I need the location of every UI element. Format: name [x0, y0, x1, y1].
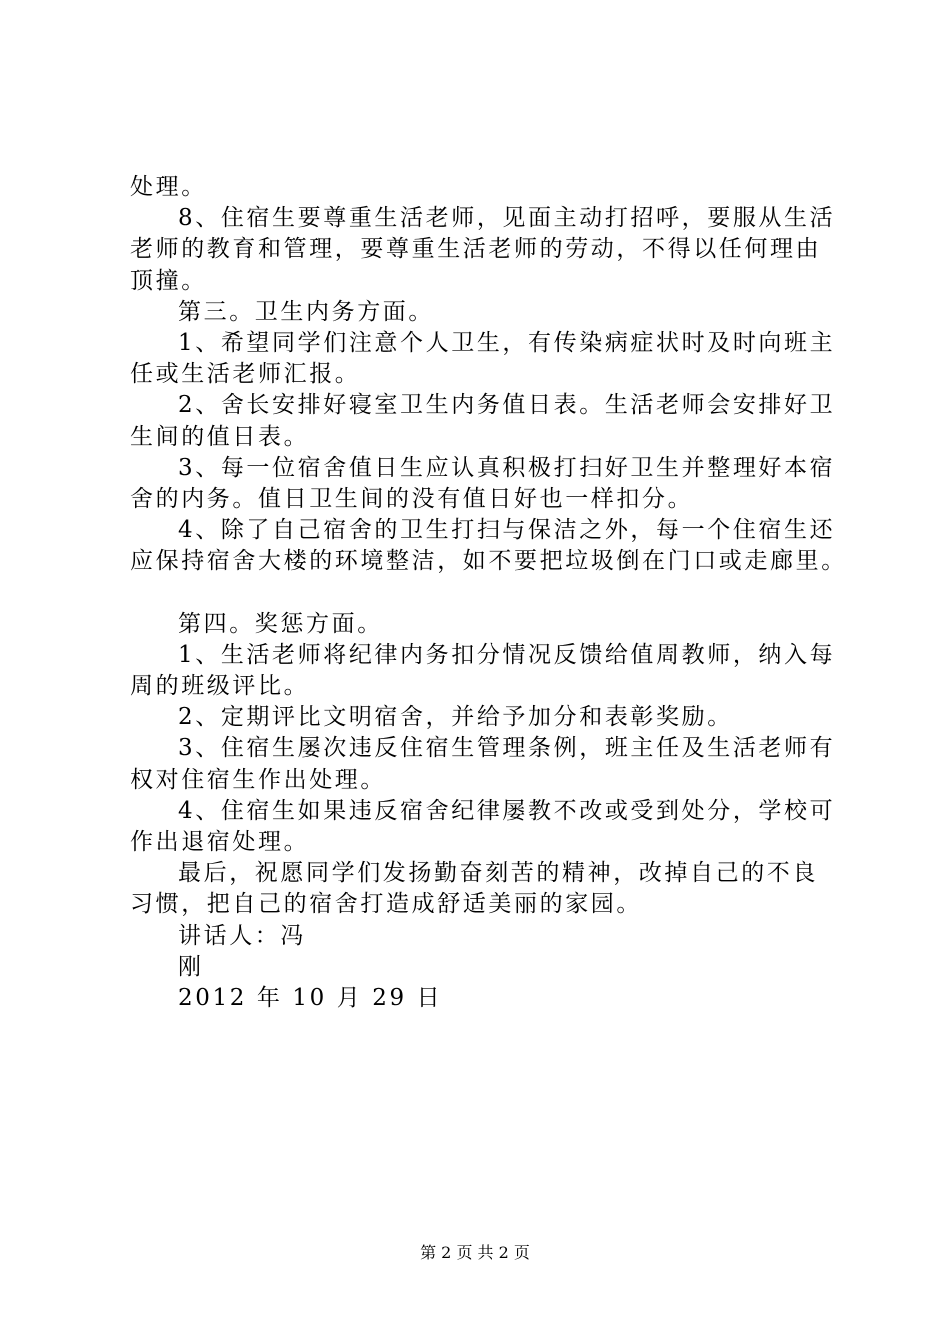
text-line: 第四。奖惩方面。	[178, 610, 383, 637]
text-line: 3、住宿生屡次违反住宿生管理条例，班主任及生活老师有	[178, 735, 836, 762]
text-line: 1、生活老师将纪律内务扣分情况反馈给值周教师，纳入每	[178, 641, 836, 668]
text-line: 老师的教育和管理，要尊重生活老师的劳动，不得以任何理由	[130, 236, 822, 263]
text-line: 习惯，把自己的宿舍打造成舒适美丽的家园。	[130, 891, 642, 918]
text-line: 2、舍长安排好寝室卫生内务值日表。生活老师会安排好卫	[178, 392, 836, 419]
text-line: 刚	[178, 953, 204, 980]
text-line: 8、住宿生要尊重生活老师，见面主动打招呼，要服从生活	[178, 205, 836, 232]
text-line: 周的班级评比。	[130, 673, 310, 699]
text-line: 应保持宿舍大楼的环境整洁，如不要把垃圾倒在门口或走廊里。	[130, 548, 847, 575]
blank-line	[130, 577, 850, 608]
text-line: 作出退宿处理。	[130, 828, 310, 855]
text-line: 舍的内务。值日卫生间的没有值日好也一样扣分。	[130, 485, 694, 512]
text-line: 4、住宿生如果违反宿舍纪律屡教不改或受到处分，学校可	[178, 797, 836, 824]
page-footer: 第 2 页 共 2 页	[420, 1243, 530, 1262]
text-line: 1、希望同学们注意个人卫生，有传染病症状时及时向班主	[178, 329, 836, 356]
text-line: 讲话人：冯	[178, 922, 306, 949]
text-line: 处理。	[130, 174, 207, 200]
document-body	[130, 172, 850, 1014]
text-line: 顶撞。	[130, 267, 207, 294]
text-line: 2、定期评比文明宿舍，并给予加分和表彰奖励。	[178, 704, 733, 731]
text-line: 4、除了自己宿舍的卫生打扫与保洁之外，每一个住宿生还	[178, 517, 836, 544]
text-line: 生间的值日表。	[130, 423, 310, 450]
text-line: 第三。卫生内务方面。	[178, 298, 434, 325]
text-line: 权对住宿生作出处理。	[130, 766, 386, 793]
text-line: 2012 年 10 月 29 日	[178, 984, 443, 1011]
text-line: 3、每一位宿舍值日生应认真积极打扫好卫生并整理好本宿	[178, 454, 836, 481]
text-line: 任或生活老师汇报。	[130, 361, 361, 388]
text-line: 最后，祝愿同学们发扬勤奋刻苦的精神，改掉自己的不良	[178, 860, 818, 887]
